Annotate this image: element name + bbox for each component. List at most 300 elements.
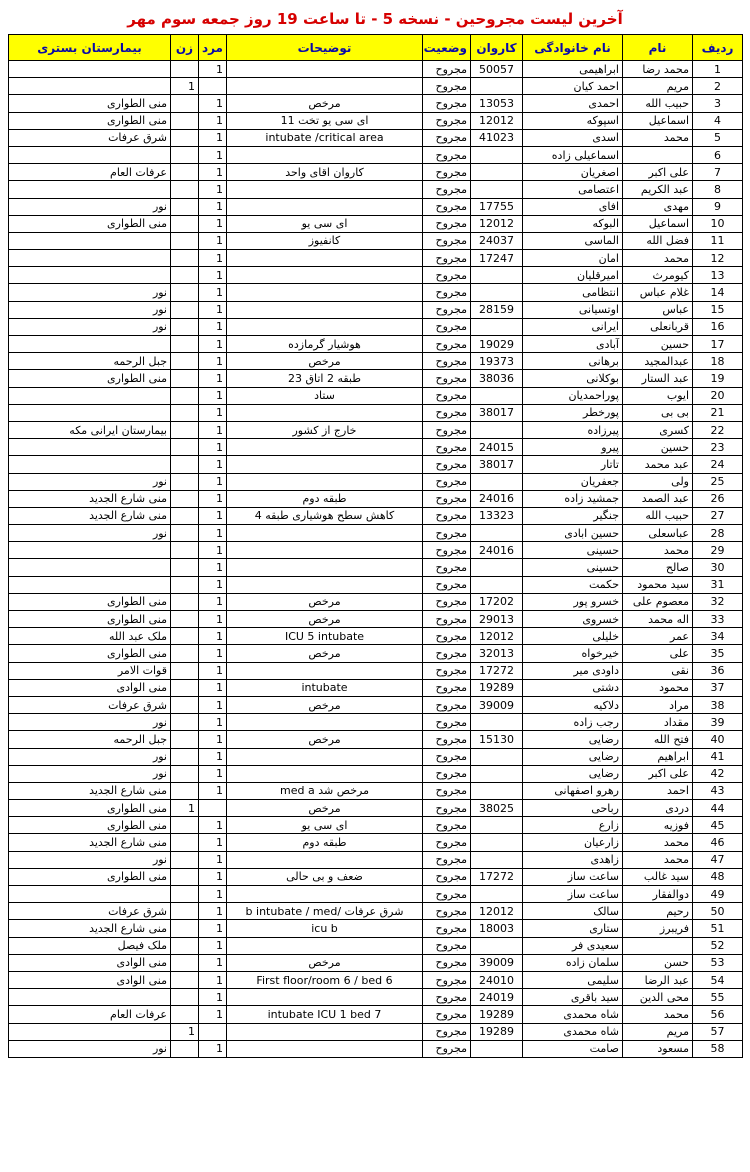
male-count-cell: 1 [199,439,227,456]
male-count-cell: 1 [199,611,227,628]
notes-cell [227,662,423,679]
header-num: ردیف [693,35,743,61]
first-name-cell: فتح الله [623,731,693,748]
notes-cell [227,576,423,593]
hospital-cell: منی الطواری [9,112,171,129]
female-count-cell [171,387,199,404]
last-name-cell: پورخطر [523,404,623,421]
caravan-number-cell [471,267,523,284]
male-count-cell: 1 [199,937,227,954]
last-name-cell: خسروی [523,611,623,628]
row-number-cell: 57 [693,1023,743,1040]
male-count-cell: 1 [199,353,227,370]
male-count-cell: 1 [199,404,227,421]
status-cell: مجروح [423,714,471,731]
table-row [9,404,743,421]
last-name-cell: جعفریان [523,473,623,490]
male-count-cell: 1 [199,989,227,1006]
hospital-cell [9,181,171,198]
table-row [9,593,743,610]
table-row [9,146,743,163]
first-name-cell: ایوب [623,387,693,404]
status-cell: مجروح [423,645,471,662]
first-name-cell: نقی [623,662,693,679]
first-name-cell: فریبرز [623,920,693,937]
female-count-cell [171,971,199,988]
female-count-cell [171,164,199,181]
table-row [9,1040,743,1057]
last-name-cell: رضایی [523,765,623,782]
table-row [9,817,743,834]
table-row [9,542,743,559]
first-name-cell: کیومرث [623,267,693,284]
last-name-cell: پیرزاده [523,421,623,438]
last-name-cell: افای [523,198,623,215]
hospital-cell: جبل الرحمه [9,731,171,748]
status-cell: مجروح [423,954,471,971]
first-name-cell: عباسعلی [623,525,693,542]
table-row [9,920,743,937]
first-name-cell: حسین [623,336,693,353]
row-number-cell: 20 [693,387,743,404]
female-count-cell [171,421,199,438]
male-count-cell: 1 [199,507,227,524]
last-name-cell: رهرو اصفهانی [523,782,623,799]
last-name-cell: البوکه [523,215,623,232]
table-row [9,765,743,782]
table-row [9,611,743,628]
list-title: آخرین لیست مجروحین - نسخه 5 - تا ساعت 19 روز جمعه سوم مهر [127,10,623,28]
last-name-cell: بوکلانی [523,370,623,387]
status-cell: مجروح [423,181,471,198]
status-cell: مجروح [423,971,471,988]
status-cell: مجروح [423,696,471,713]
last-name-cell: رضایی [523,748,623,765]
status-cell: مجروح [423,387,471,404]
last-name-cell: زارعیان [523,834,623,851]
first-name-cell: حسن [623,954,693,971]
status-cell: مجروح [423,112,471,129]
last-name-cell: تاتار [523,456,623,473]
female-count-cell [171,112,199,129]
table-row [9,834,743,851]
first-name-cell: عبدالمجید [623,353,693,370]
row-number-cell: 25 [693,473,743,490]
first-name-cell: دوالفقار [623,886,693,903]
male-count-cell: 1 [199,679,227,696]
table-row [9,353,743,370]
row-number-cell: 1 [693,61,743,78]
caravan-number-cell [471,576,523,593]
first-name-cell: ابراهیم [623,748,693,765]
table-row [9,662,743,679]
female-count-cell [171,989,199,1006]
caravan-number-cell: 24010 [471,971,523,988]
hospital-cell: ملک عبد الله [9,628,171,645]
status-cell: مجروح [423,61,471,78]
notes-cell: intubate ICU 1 bed 7 [227,1006,423,1023]
status-cell: مجروح [423,800,471,817]
male-count-cell: 1 [199,920,227,937]
caravan-number-cell [471,886,523,903]
first-name-cell: محی الدین [623,989,693,1006]
header-hospital: بیمارستان بستری [9,35,171,61]
status-cell: مجروح [423,353,471,370]
first-name-cell: علی اکبر [623,765,693,782]
last-name-cell: جنگیر [523,507,623,524]
caravan-number-cell: 24019 [471,989,523,1006]
female-count-cell [171,851,199,868]
caravan-number-cell [471,748,523,765]
notes-cell: طبقه 2 اتاق 23 [227,370,423,387]
female-count-cell [171,817,199,834]
first-name-cell: فوزیه [623,817,693,834]
notes-cell: مرخص [227,611,423,628]
female-count-cell [171,456,199,473]
status-cell: مجروح [423,782,471,799]
male-count-cell: 1 [199,886,227,903]
notes-cell: طبقه دوم [227,490,423,507]
notes-cell: هوشیار گرمازده [227,336,423,353]
status-cell: مجروح [423,164,471,181]
table-row [9,284,743,301]
male-count-cell: 1 [199,817,227,834]
last-name-cell: داودی میر [523,662,623,679]
caravan-number-cell [471,937,523,954]
last-name-cell: جمشید زاده [523,490,623,507]
status-cell: مجروح [423,611,471,628]
header-notes: توضیحات [227,35,423,61]
male-count-cell: 1 [199,232,227,249]
caravan-number-cell [471,834,523,851]
first-name-cell: سید محمود [623,576,693,593]
hospital-cell: شرق عرفات [9,129,171,146]
notes-cell [227,61,423,78]
first-name-cell: محمد رضا [623,61,693,78]
status-cell: مجروح [423,1040,471,1057]
row-number-cell: 26 [693,490,743,507]
male-count-cell: 1 [199,1006,227,1023]
last-name-cell: زاهدی [523,851,623,868]
male-count-cell: 1 [199,645,227,662]
hospital-cell: نور [9,284,171,301]
row-number-cell: 17 [693,336,743,353]
first-name-cell [623,937,693,954]
female-count-cell [171,129,199,146]
hospital-cell: نور [9,1040,171,1057]
caravan-number-cell [471,1040,523,1057]
male-count-cell [199,800,227,817]
status-cell: مجروح [423,95,471,112]
female-count-cell [171,232,199,249]
caravan-number-cell [471,181,523,198]
status-cell: مجروح [423,129,471,146]
first-name-cell: مراد [623,696,693,713]
table-row [9,868,743,885]
header-female: زن [171,35,199,61]
row-number-cell: 35 [693,645,743,662]
caravan-number-cell [471,78,523,95]
status-cell: مجروح [423,232,471,249]
hospital-cell: منی شارع الجدید [9,834,171,851]
female-count-cell [171,525,199,542]
male-count-cell [199,1023,227,1040]
hospital-cell: منی شارع الجدید [9,920,171,937]
hospital-cell: نور [9,748,171,765]
notes-cell [227,1040,423,1057]
last-name-cell: خلیلی [523,628,623,645]
row-number-cell: 49 [693,886,743,903]
header-last-name: نام خانوادگی [523,35,623,61]
status-cell: مجروح [423,78,471,95]
first-name-cell: ولی [623,473,693,490]
female-count-cell [171,765,199,782]
male-count-cell: 1 [199,95,227,112]
caravan-number-cell [471,473,523,490]
hospital-cell: شرق عرفات [9,696,171,713]
status-cell: مجروح [423,215,471,232]
notes-cell: مرخص [227,800,423,817]
notes-cell: ای سی یو [227,817,423,834]
table-row [9,61,743,78]
last-name-cell: احمدی [523,95,623,112]
caravan-number-cell [471,817,523,834]
notes-cell: طبقه دوم [227,834,423,851]
first-name-cell: فضل الله [623,232,693,249]
caravan-number-cell: 13323 [471,507,523,524]
row-number-cell: 21 [693,404,743,421]
female-count-cell [171,353,199,370]
row-number-cell: 15 [693,301,743,318]
last-name-cell: ابراهیمی [523,61,623,78]
row-number-cell: 32 [693,593,743,610]
first-name-cell: محمد [623,542,693,559]
hospital-cell: جبل الرحمه [9,353,171,370]
status-cell: مجروح [423,336,471,353]
caravan-number-cell: 19373 [471,353,523,370]
male-count-cell: 1 [199,903,227,920]
male-count-cell: 1 [199,593,227,610]
female-count-cell [171,731,199,748]
row-number-cell: 34 [693,628,743,645]
last-name-cell: حسین ابادی [523,525,623,542]
male-count-cell: 1 [199,714,227,731]
first-name-cell: عبد محمد [623,456,693,473]
caravan-number-cell: 41023 [471,129,523,146]
status-cell: مجروح [423,404,471,421]
status-cell: مجروح [423,628,471,645]
caravan-number-cell: 38036 [471,370,523,387]
caravan-number-cell: 39009 [471,954,523,971]
row-number-cell: 39 [693,714,743,731]
last-name-cell: حسینی [523,542,623,559]
caravan-number-cell: 12012 [471,112,523,129]
row-number-cell: 50 [693,903,743,920]
status-cell: مجروح [423,198,471,215]
caravan-number-cell [471,765,523,782]
status-cell: مجروح [423,146,471,163]
table-row [9,473,743,490]
table-row [9,301,743,318]
table-row [9,937,743,954]
notes-cell [227,525,423,542]
female-count-cell [171,662,199,679]
notes-cell [227,714,423,731]
row-number-cell: 43 [693,782,743,799]
notes-cell: intubate [227,679,423,696]
last-name-cell: الماسی [523,232,623,249]
last-name-cell: ایرانی [523,318,623,335]
table-row [9,954,743,971]
female-count-cell [171,886,199,903]
male-count-cell: 1 [199,868,227,885]
status-cell: مجروح [423,748,471,765]
first-name-cell: احمد [623,782,693,799]
header-male: مرد [199,35,227,61]
status-cell: مجروح [423,679,471,696]
notes-cell [227,250,423,267]
notes-cell [227,301,423,318]
row-number-cell: 10 [693,215,743,232]
female-count-cell [171,593,199,610]
caravan-number-cell [471,782,523,799]
row-number-cell: 52 [693,937,743,954]
row-number-cell: 56 [693,1006,743,1023]
row-number-cell: 3 [693,95,743,112]
female-count-cell [171,404,199,421]
caravan-number-cell [471,387,523,404]
hospital-cell: منی الطواری [9,593,171,610]
row-number-cell: 47 [693,851,743,868]
female-count-cell [171,439,199,456]
male-count-cell: 1 [199,971,227,988]
status-cell: مجروح [423,817,471,834]
male-count-cell: 1 [199,542,227,559]
hospital-cell: منی الطواری [9,817,171,834]
first-name-cell [623,146,693,163]
last-name-cell: حکمت [523,576,623,593]
female-count-cell [171,181,199,198]
row-number-cell: 53 [693,954,743,971]
caravan-number-cell: 50057 [471,61,523,78]
hospital-cell [9,404,171,421]
row-number-cell: 27 [693,507,743,524]
male-count-cell: 1 [199,851,227,868]
female-count-cell [171,215,199,232]
row-number-cell: 31 [693,576,743,593]
table-body [9,61,743,1058]
hospital-cell [9,387,171,404]
male-count-cell: 1 [199,456,227,473]
last-name-cell: صامت [523,1040,623,1057]
first-name-cell: قربانعلی [623,318,693,335]
status-cell: مجروح [423,1023,471,1040]
hospital-cell: منی شارع الجدید [9,782,171,799]
caravan-number-cell: 17755 [471,198,523,215]
row-number-cell: 24 [693,456,743,473]
female-count-cell: 1 [171,1023,199,1040]
row-number-cell: 37 [693,679,743,696]
hospital-cell: ملک فیصل [9,937,171,954]
last-name-cell: ساعت ساز [523,886,623,903]
notes-cell: کانفیوز [227,232,423,249]
male-count-cell: 1 [199,834,227,851]
notes-cell: شرق عرفات /b intubate / med [227,903,423,920]
female-count-cell [171,576,199,593]
last-name-cell: پیرو [523,439,623,456]
hospital-cell: منی الطواری [9,95,171,112]
female-count-cell [171,336,199,353]
first-name-cell: محمد [623,851,693,868]
caravan-number-cell: 38025 [471,800,523,817]
female-count-cell [171,146,199,163]
row-number-cell: 51 [693,920,743,937]
status-cell: مجروح [423,301,471,318]
caravan-number-cell [471,714,523,731]
last-name-cell: انتظامی [523,284,623,301]
hospital-cell: نور [9,301,171,318]
female-count-cell [171,284,199,301]
caravan-number-cell [471,525,523,542]
first-name-cell: کسری [623,421,693,438]
table-row [9,731,743,748]
female-count-cell [171,1006,199,1023]
notes-cell [227,886,423,903]
table-row [9,696,743,713]
row-number-cell: 58 [693,1040,743,1057]
caravan-number-cell [471,851,523,868]
hospital-cell [9,78,171,95]
last-name-cell: دشتی [523,679,623,696]
first-name-cell: معصوم علی [623,593,693,610]
hospital-cell: بیمارستان ایرانی مکه [9,421,171,438]
notes-cell: مرخص [227,645,423,662]
notes-cell: مرخص شد med a [227,782,423,799]
male-count-cell: 1 [199,473,227,490]
first-name-cell: اله محمد [623,611,693,628]
hospital-cell: منی الوادی [9,971,171,988]
caravan-number-cell [471,284,523,301]
last-name-cell: احمد کیان [523,78,623,95]
row-number-cell: 2 [693,78,743,95]
first-name-cell: محمد [623,1006,693,1023]
row-number-cell: 23 [693,439,743,456]
first-name-cell: اسماعیل [623,215,693,232]
status-cell: مجروح [423,989,471,1006]
female-count-cell [171,542,199,559]
status-cell: مجروح [423,490,471,507]
male-count-cell: 1 [199,164,227,181]
first-name-cell: محمود [623,679,693,696]
caravan-number-cell: 24016 [471,490,523,507]
female-count-cell [171,507,199,524]
row-number-cell: 12 [693,250,743,267]
table-row [9,95,743,112]
caravan-number-cell: 12012 [471,628,523,645]
table-row [9,748,743,765]
table-row [9,507,743,524]
male-count-cell: 1 [199,782,227,799]
female-count-cell [171,714,199,731]
last-name-cell: خیرخواه [523,645,623,662]
last-name-cell: رجب زاده [523,714,623,731]
caravan-number-cell [471,318,523,335]
table-row [9,456,743,473]
row-number-cell: 19 [693,370,743,387]
status-cell: مجروح [423,267,471,284]
table-row [9,336,743,353]
notes-cell [227,267,423,284]
